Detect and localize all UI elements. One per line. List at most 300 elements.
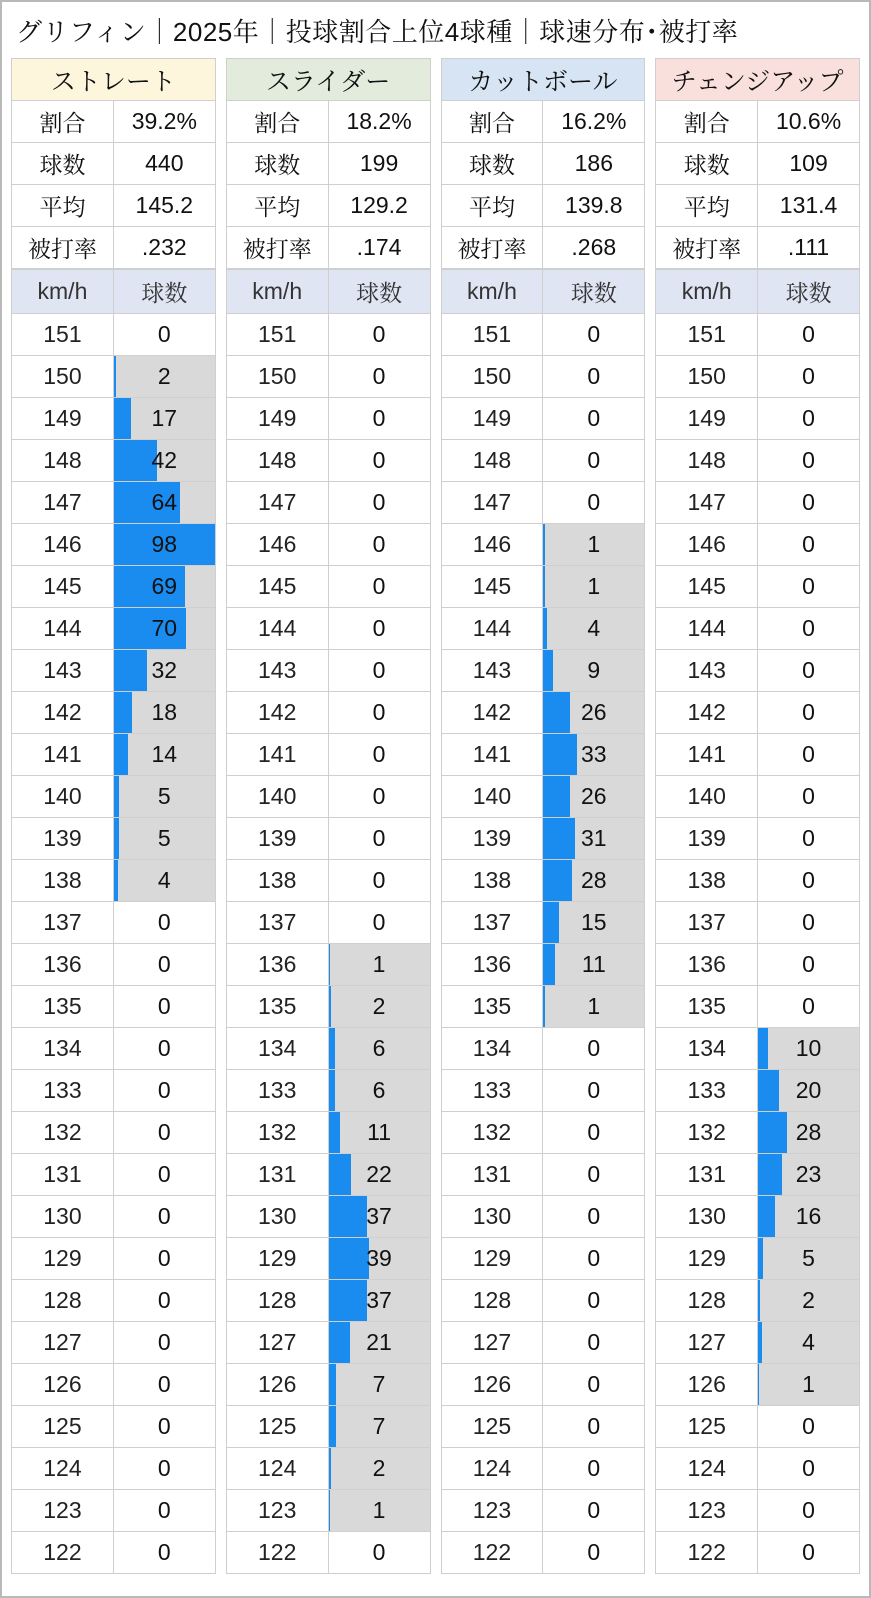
speed-value: 146 <box>226 524 328 566</box>
count-value: 22 <box>366 1161 392 1187</box>
speed-value: 146 <box>12 524 114 566</box>
count-cell <box>328 818 430 860</box>
summary-table-slider <box>226 58 431 269</box>
count-bar <box>114 860 118 901</box>
speed-value: 122 <box>441 1532 543 1574</box>
speed-value: 131 <box>656 1154 758 1196</box>
count-cell <box>113 902 215 944</box>
speed-value: 125 <box>12 1406 114 1448</box>
pitch-type-name: ストレート <box>12 59 216 101</box>
distribution-row <box>441 1154 645 1196</box>
count-header: 球数 <box>758 270 860 314</box>
count-bar <box>114 440 157 481</box>
count-cell <box>758 818 860 860</box>
count-header: 球数 <box>543 270 645 314</box>
distribution-row <box>226 524 430 566</box>
count-bar <box>758 1322 762 1363</box>
count-value: 0 <box>587 1329 601 1355</box>
distribution-body <box>656 314 860 1574</box>
speed-value: 139 <box>226 818 328 860</box>
distribution-row <box>226 1028 430 1070</box>
count-value: 16 <box>795 1203 822 1229</box>
count-cell <box>113 1028 215 1070</box>
distribution-row <box>441 608 645 650</box>
distribution-row <box>12 1406 216 1448</box>
distribution-row <box>441 1532 645 1574</box>
ratio-value: 10.6% <box>758 101 860 143</box>
distribution-row <box>656 1490 860 1532</box>
count-value: 0 <box>587 1287 601 1313</box>
count-value: 0 <box>372 531 386 557</box>
count-value: 0 <box>802 1539 815 1565</box>
distribution-row <box>656 608 860 650</box>
count-cell <box>328 1532 430 1574</box>
distribution-row <box>226 1364 430 1406</box>
speed-value: 149 <box>656 398 758 440</box>
distribution-row <box>226 1112 430 1154</box>
count-cell <box>328 902 430 944</box>
count-cell <box>113 1280 215 1322</box>
count-value: 6 <box>372 1035 386 1061</box>
speed-value: 144 <box>226 608 328 650</box>
count-bar <box>758 1364 759 1405</box>
count-value: 0 <box>157 1035 171 1061</box>
count-cell <box>113 566 215 608</box>
count-cell <box>758 1490 860 1532</box>
distribution-row <box>12 566 216 608</box>
speed-value: 124 <box>226 1448 328 1490</box>
count-cell <box>113 1322 215 1364</box>
count-value: 1 <box>587 573 601 599</box>
distribution-row <box>656 1238 860 1280</box>
count-value: 37 <box>366 1203 392 1229</box>
speed-value: 148 <box>12 440 114 482</box>
speed-value: 134 <box>226 1028 328 1070</box>
count-cell <box>758 608 860 650</box>
distribution-row <box>441 566 645 608</box>
count-value: 0 <box>157 1329 171 1355</box>
speed-value: 145 <box>656 566 758 608</box>
count-value: 0 <box>587 1077 601 1103</box>
speed-value: 129 <box>226 1238 328 1280</box>
distribution-row <box>656 650 860 692</box>
count-value: 0 <box>587 405 601 431</box>
count-cell <box>758 314 860 356</box>
speed-value: 125 <box>656 1406 758 1448</box>
count-value: 1 <box>372 1497 386 1523</box>
speed-value: 123 <box>12 1490 114 1532</box>
distribution-row <box>226 1322 430 1364</box>
count-cell <box>328 1490 430 1532</box>
count-cell <box>113 356 215 398</box>
speed-value: 123 <box>226 1490 328 1532</box>
distribution-row <box>656 1196 860 1238</box>
distribution-row <box>12 1154 216 1196</box>
count-cell <box>758 902 860 944</box>
count-value: 0 <box>157 1371 171 1397</box>
distribution-row <box>656 1028 860 1070</box>
distribution-row <box>441 440 645 482</box>
distribution-row <box>656 440 860 482</box>
count-value: 0 <box>372 363 386 389</box>
count-value: 0 <box>587 1161 601 1187</box>
distribution-row <box>441 1112 645 1154</box>
speed-value: 133 <box>226 1070 328 1112</box>
count-cell <box>543 524 645 566</box>
distribution-row <box>12 860 216 902</box>
distribution-row <box>12 356 216 398</box>
count-cell <box>543 1280 645 1322</box>
count-cell <box>113 398 215 440</box>
distribution-row <box>656 818 860 860</box>
count-cell <box>758 1028 860 1070</box>
count-bar <box>114 692 133 733</box>
speed-value: 135 <box>656 986 758 1028</box>
count-bar <box>329 1448 331 1489</box>
distribution-row <box>12 1280 216 1322</box>
count-value: 4 <box>587 615 601 641</box>
speed-value: 144 <box>441 608 543 650</box>
count-value: 2 <box>157 363 171 389</box>
speed-value: 143 <box>12 650 114 692</box>
count-value: 0 <box>372 447 386 473</box>
speed-value: 141 <box>226 734 328 776</box>
distribution-row <box>656 482 860 524</box>
count-header: 球数 <box>328 270 430 314</box>
ratio-label: 割合 <box>226 101 328 143</box>
count-value: 0 <box>802 1497 815 1523</box>
count-bar <box>329 1238 369 1279</box>
batting-against-label: 被打率 <box>441 227 543 269</box>
speed-value: 130 <box>656 1196 758 1238</box>
speed-value: 125 <box>226 1406 328 1448</box>
count-cell <box>758 1322 860 1364</box>
count-value: 33 <box>581 741 607 767</box>
distribution-row <box>441 1322 645 1364</box>
speed-value: 132 <box>226 1112 328 1154</box>
count-value: 0 <box>372 615 386 641</box>
count-bar <box>329 1112 340 1153</box>
distribution-row <box>441 1280 645 1322</box>
count-cell <box>543 482 645 524</box>
count-value: 17 <box>151 405 178 431</box>
distribution-row <box>12 944 216 986</box>
speed-value: 142 <box>441 692 543 734</box>
count-cell <box>543 1490 645 1532</box>
count-bar <box>758 1154 782 1195</box>
summary-table-straight <box>11 58 216 269</box>
count-value: 0 <box>157 321 171 347</box>
count-value: 18 <box>151 699 178 725</box>
count-value: 5 <box>157 825 171 851</box>
speed-value: 146 <box>441 524 543 566</box>
speed-value: 122 <box>226 1532 328 1574</box>
ratio-value: 39.2% <box>113 101 215 143</box>
count-value: 15 <box>581 909 607 935</box>
speed-value: 150 <box>656 356 758 398</box>
distribution-row <box>226 776 430 818</box>
count-cell <box>113 1070 215 1112</box>
count-cell <box>113 1406 215 1448</box>
count-cell <box>113 482 215 524</box>
count-value: 0 <box>372 1539 386 1565</box>
distribution-row <box>12 818 216 860</box>
distribution-row <box>656 1070 860 1112</box>
batting-against-label: 被打率 <box>226 227 328 269</box>
pitch-type-name: チェンジアップ <box>656 59 860 101</box>
count-value: 0 <box>587 1539 601 1565</box>
speed-value: 128 <box>226 1280 328 1322</box>
count-cell <box>113 944 215 986</box>
speed-value: 140 <box>656 776 758 818</box>
distribution-body <box>441 314 645 1574</box>
count-bar <box>329 1154 352 1195</box>
distribution-row <box>226 860 430 902</box>
speed-value: 136 <box>12 944 114 986</box>
count-cell <box>758 860 860 902</box>
count-bar <box>114 734 128 775</box>
speed-value: 127 <box>226 1322 328 1364</box>
pitches-label: 球数 <box>656 143 758 185</box>
batting-against-value: .174 <box>328 227 430 269</box>
distribution-row <box>12 1448 216 1490</box>
count-value: 0 <box>372 699 386 725</box>
distribution-row <box>656 398 860 440</box>
average-label: 平均 <box>441 185 543 227</box>
distribution-row <box>441 692 645 734</box>
count-value: 0 <box>802 489 815 515</box>
distribution-row <box>226 1406 430 1448</box>
count-cell <box>328 1448 430 1490</box>
speed-value: 135 <box>441 986 543 1028</box>
count-value: 1 <box>802 1371 815 1397</box>
count-cell <box>113 1448 215 1490</box>
count-cell <box>328 524 430 566</box>
speed-value: 151 <box>441 314 543 356</box>
count-cell <box>543 986 645 1028</box>
distribution-row <box>226 482 430 524</box>
speed-value: 146 <box>656 524 758 566</box>
distribution-row <box>656 1112 860 1154</box>
count-value: 9 <box>587 657 601 683</box>
count-cell <box>543 1028 645 1070</box>
distribution-row <box>12 734 216 776</box>
speed-value: 129 <box>12 1238 114 1280</box>
count-value: 5 <box>802 1245 815 1271</box>
distribution-row <box>441 860 645 902</box>
count-value: 0 <box>372 321 386 347</box>
distribution-row <box>656 986 860 1028</box>
count-cell <box>328 1028 430 1070</box>
speed-value: 143 <box>656 650 758 692</box>
count-value: 2 <box>372 1455 386 1481</box>
count-value: 0 <box>372 825 386 851</box>
speed-value: 139 <box>656 818 758 860</box>
speed-value: 127 <box>441 1322 543 1364</box>
distribution-row <box>441 818 645 860</box>
speed-value: 132 <box>656 1112 758 1154</box>
count-bar <box>543 776 570 817</box>
count-cell <box>543 1238 645 1280</box>
distribution-row <box>441 1070 645 1112</box>
speed-value: 139 <box>441 818 543 860</box>
count-bar <box>329 944 330 985</box>
distribution-row <box>12 902 216 944</box>
count-cell <box>328 566 430 608</box>
distribution-row <box>12 482 216 524</box>
distribution-row <box>12 1070 216 1112</box>
speed-value: 122 <box>12 1532 114 1574</box>
speed-value: 126 <box>441 1364 543 1406</box>
count-cell <box>543 356 645 398</box>
count-value: 0 <box>372 405 386 431</box>
distribution-row <box>12 1490 216 1532</box>
count-value: 0 <box>587 1497 601 1523</box>
count-cell <box>328 776 430 818</box>
speed-value: 140 <box>441 776 543 818</box>
count-bar <box>543 608 547 649</box>
count-cell <box>328 986 430 1028</box>
count-bar <box>543 860 572 901</box>
count-cell <box>328 1406 430 1448</box>
count-value: 28 <box>581 867 607 893</box>
distribution-row <box>656 776 860 818</box>
count-cell <box>758 1196 860 1238</box>
distribution-row <box>12 776 216 818</box>
speed-value: 142 <box>12 692 114 734</box>
count-value: 0 <box>372 741 386 767</box>
count-value: 0 <box>802 783 815 809</box>
count-value: 0 <box>802 321 815 347</box>
speed-value: 136 <box>656 944 758 986</box>
speed-value: 130 <box>441 1196 543 1238</box>
kmh-header: km/h <box>12 270 114 314</box>
distribution-row <box>12 1196 216 1238</box>
speed-value: 143 <box>226 650 328 692</box>
count-cell <box>758 1448 860 1490</box>
pitch-column-straight <box>6 58 221 1574</box>
count-value: 0 <box>157 951 171 977</box>
speed-value: 126 <box>12 1364 114 1406</box>
count-value: 23 <box>795 1161 822 1187</box>
distribution-row <box>12 692 216 734</box>
count-value: 0 <box>372 489 386 515</box>
count-value: 0 <box>372 909 386 935</box>
count-value: 0 <box>802 531 815 557</box>
count-bar <box>114 398 131 439</box>
speed-value: 124 <box>656 1448 758 1490</box>
distribution-table-changeup <box>655 269 860 1574</box>
kmh-header: km/h <box>226 270 328 314</box>
count-cell <box>328 314 430 356</box>
distribution-row <box>441 1196 645 1238</box>
count-value: 0 <box>802 741 815 767</box>
speed-value: 144 <box>12 608 114 650</box>
distribution-table-straight <box>11 269 216 1574</box>
speed-value: 138 <box>12 860 114 902</box>
speed-value: 137 <box>226 902 328 944</box>
count-bar <box>329 1196 367 1237</box>
count-cell <box>113 1238 215 1280</box>
distribution-row <box>656 1322 860 1364</box>
count-value: 10 <box>795 1035 822 1061</box>
count-value: 0 <box>587 489 601 515</box>
pitch-column-cutter <box>436 58 651 1574</box>
count-bar <box>329 1364 336 1405</box>
count-cell <box>543 398 645 440</box>
speed-value: 150 <box>226 356 328 398</box>
count-cell <box>758 692 860 734</box>
count-value: 5 <box>157 783 171 809</box>
speed-value: 150 <box>441 356 543 398</box>
count-bar <box>329 986 331 1027</box>
count-value: 0 <box>802 615 815 641</box>
count-cell <box>328 650 430 692</box>
count-value: 42 <box>151 447 178 473</box>
speed-value: 145 <box>226 566 328 608</box>
count-value: 0 <box>157 1539 171 1565</box>
count-bar <box>543 986 544 1027</box>
count-cell <box>543 566 645 608</box>
distribution-row <box>656 944 860 986</box>
distribution-row <box>656 356 860 398</box>
distribution-row <box>12 1532 216 1574</box>
distribution-row <box>226 1490 430 1532</box>
ratio-value: 16.2% <box>543 101 645 143</box>
distribution-row <box>226 902 430 944</box>
ratio-value: 18.2% <box>328 101 430 143</box>
speed-value: 129 <box>441 1238 543 1280</box>
speed-value: 140 <box>12 776 114 818</box>
speed-value: 128 <box>441 1280 543 1322</box>
count-value: 0 <box>157 909 171 935</box>
distribution-row <box>226 986 430 1028</box>
count-bar <box>329 1028 335 1069</box>
summary-table-cutter <box>441 58 646 269</box>
count-cell <box>543 692 645 734</box>
count-bar <box>329 1322 351 1363</box>
speed-value: 128 <box>12 1280 114 1322</box>
count-cell <box>328 1154 430 1196</box>
speed-value: 137 <box>656 902 758 944</box>
distribution-row <box>656 1406 860 1448</box>
distribution-row <box>226 1196 430 1238</box>
count-bar <box>329 1280 367 1321</box>
count-value: 0 <box>802 909 815 935</box>
count-cell <box>113 314 215 356</box>
speed-value: 135 <box>12 986 114 1028</box>
speed-value: 134 <box>12 1028 114 1070</box>
speed-value: 141 <box>656 734 758 776</box>
average-label: 平均 <box>12 185 114 227</box>
count-cell <box>328 1112 430 1154</box>
speed-value: 145 <box>441 566 543 608</box>
count-cell <box>328 1238 430 1280</box>
count-value: 2 <box>802 1287 815 1313</box>
distribution-row <box>441 524 645 566</box>
count-cell <box>758 482 860 524</box>
count-cell <box>543 818 645 860</box>
pitches-value: 186 <box>543 143 645 185</box>
count-cell <box>758 986 860 1028</box>
count-cell <box>113 692 215 734</box>
distribution-body <box>12 314 216 1574</box>
count-value: 32 <box>151 657 178 683</box>
distribution-row <box>441 1448 645 1490</box>
distribution-table-cutter <box>441 269 646 1574</box>
speed-value: 126 <box>656 1364 758 1406</box>
distribution-row <box>441 776 645 818</box>
